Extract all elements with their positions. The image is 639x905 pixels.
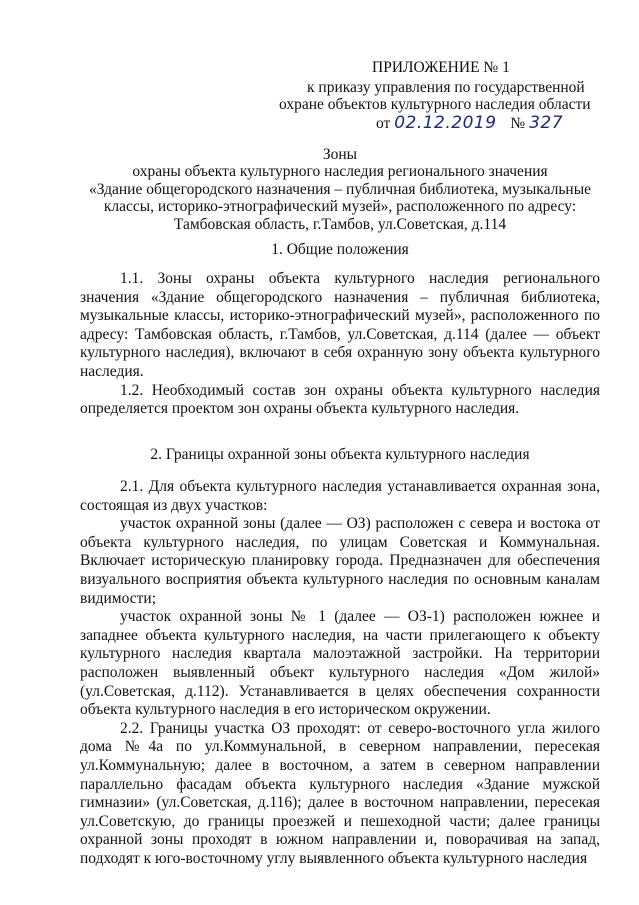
title-line: «Здание общегородского назначения – публичная библиотека, музыкальные	[88, 180, 592, 198]
section-1-body	[80, 270, 600, 419]
section-1-heading: 1. Общие положения	[271, 241, 409, 258]
title-line: классы, историко-этнографический музей», расположенного по адресу:	[103, 198, 577, 216]
section-2-body	[80, 478, 600, 868]
date-prefix: от	[376, 115, 391, 132]
header-date-line	[376, 114, 563, 133]
paragraph-2-2: 2.2. Границы участка ОЗ проходят: от северо-восточного угла жилого дома №4а по ул.Коммунальной, в северном направлении, пересекая ул.Коммунальную; далее в восточном, а затем в северном направлении параллельно фасадам объекта культурного наследия «Здание мужской гимназии» (ул.Советская, д.116); далее в восточном направлении, пересекая ул.Советскую, до границы проезжей и пешеходной части; далее границы охранной зоны проходят в южном направлении и, поворачивая на запад, подходят к юго-восточному углу выявленного объекта культурного наследия	[80, 719, 600, 867]
header-line-1: к приказу управления по государственной	[307, 79, 585, 96]
paragraph-1-2: 1.2. Необходимый состав зон охраны объекта культурного наследия определяется проектом зон охраны объекта культурного наследия.	[80, 381, 600, 418]
paragraph-2-1: 2.1. Для объекта культурного наследия устанавливается охранная зона, состоящая из двух участков:	[80, 478, 600, 514]
document-title	[80, 146, 600, 233]
appendix-title: ПРИЛОЖЕНИЕ № 1	[372, 59, 510, 76]
header-line-2: охране объектов культурного наследия области	[279, 96, 591, 113]
title-line: Тамбовская область, г.Тамбов, ул.Советская, д.114	[173, 215, 507, 233]
handwritten-number: 327	[529, 113, 564, 133]
section-2-heading: 2. Границы охранной зоны объекта культурного наследия	[150, 446, 530, 463]
paragraph-2-1-b: участок охранной зоны № 1 (далее — ОЗ-1) расположен южнее и западнее объекта культурного наследия, на части прилегающего к объекту культурного наследия квартала малоэтажной застройки. На территории расположен выявленный объект культурного наследия «Дом жилой» (ул.Советская, д.112). Устанавливается в целях обеспечения сохранности объекта культурного наследия в его историческом окружении.	[80, 608, 600, 719]
title-line: Зоны	[322, 146, 358, 163]
handwritten-date: 02.12.2019	[394, 113, 497, 133]
paragraph-2-1-a: участок охранной зоны (далее — ОЗ) расположен с севера и востока от объекта культурного наследия, по улицам Советская и Коммунальная. Включает историческую планировку города. Предназначен для обеспечения визуального восприятия объекта культурного наследия по основным каналам видимости;	[80, 515, 600, 607]
paragraph-1-1: 1.1. Зоны охраны объекта культурного наследия регионального значения «Здание общегородского назначения – публичная библиотека, музыкальные классы, историко-этнографический музей», расположенного по адресу: Тамбовская область, г.Тамбов, ул.Советская, д.114 (далее — объект культурного наследия), включают в себя охранную зону объекта культурного наследия.	[80, 270, 600, 380]
title-line: охраны объекта культурного наследия регионального значения	[132, 163, 548, 181]
number-prefix: №	[510, 115, 526, 132]
